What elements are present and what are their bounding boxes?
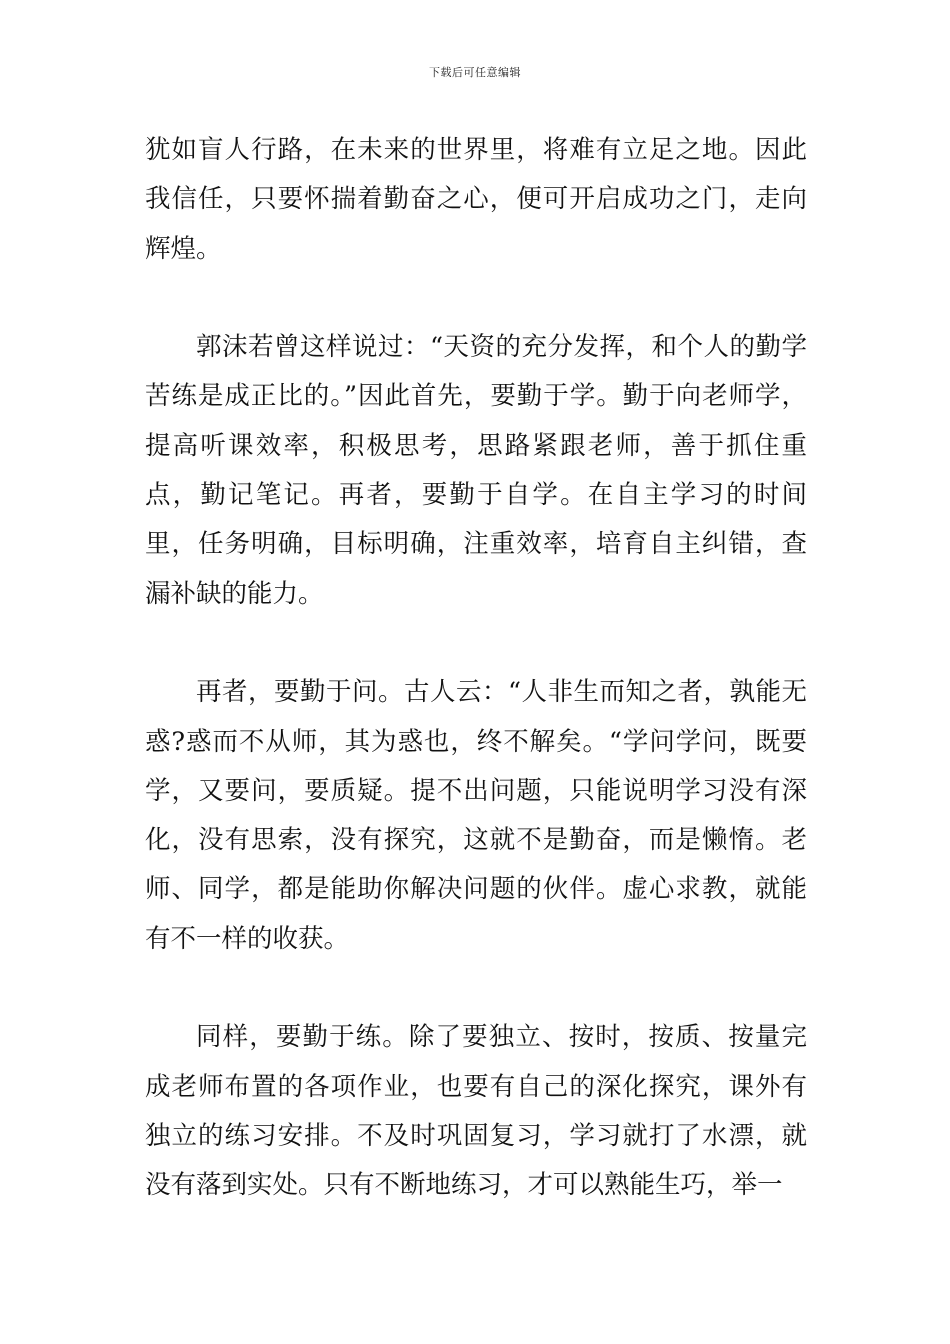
- paragraph-1: 犹如盲人行路，在未来的世界里，将难有立足之地。因此我信任，只要怀揣着勤奋之心，便可开启成功之门，走向辉煌。: [145, 135, 807, 264]
- document-body: [145, 126, 807, 1211]
- paragraph-2: 郭沫若曾这样说过：“天资的充分发挥，和个人的勤学苦练是成正比的。”因此首先，要勤于学。勤于向老师学，提高听课效率，积极思考，思路紧跟老师，善于抓住重点，勤记笔记。再者，要勤于自学。在自主学习的时间里，任务明确，目标明确，注重效率，培育自主纠错，查漏补缺的能力。: [145, 332, 807, 609]
- page-header-note: 下载后可任意编辑: [429, 66, 521, 79]
- paragraph-4: 同样，要勤于练。除了要独立、按时，按质、按量完成老师布置的各项作业，也要有自己的深化探究，课外有独立的练习安排。不及时巩固复习，学习就打了水漂，就没有落到实处。只有不断地练习，才可以熟能生巧，举一: [145, 1022, 807, 1201]
- paragraph-3: 再者，要勤于问。古人云：“人非生而知之者，孰能无惑?惑而不从师，其为惑也，终不解矣。“学问学问，既要学，又要问，要质疑。提不出问题，只能说明学习没有深化，没有思索，没有探究，这就不是勤奋，而是懒惰。老师、同学，都是能助你解决问题的伙伴。虚心求教，就能有不一样的收获。: [145, 677, 807, 954]
